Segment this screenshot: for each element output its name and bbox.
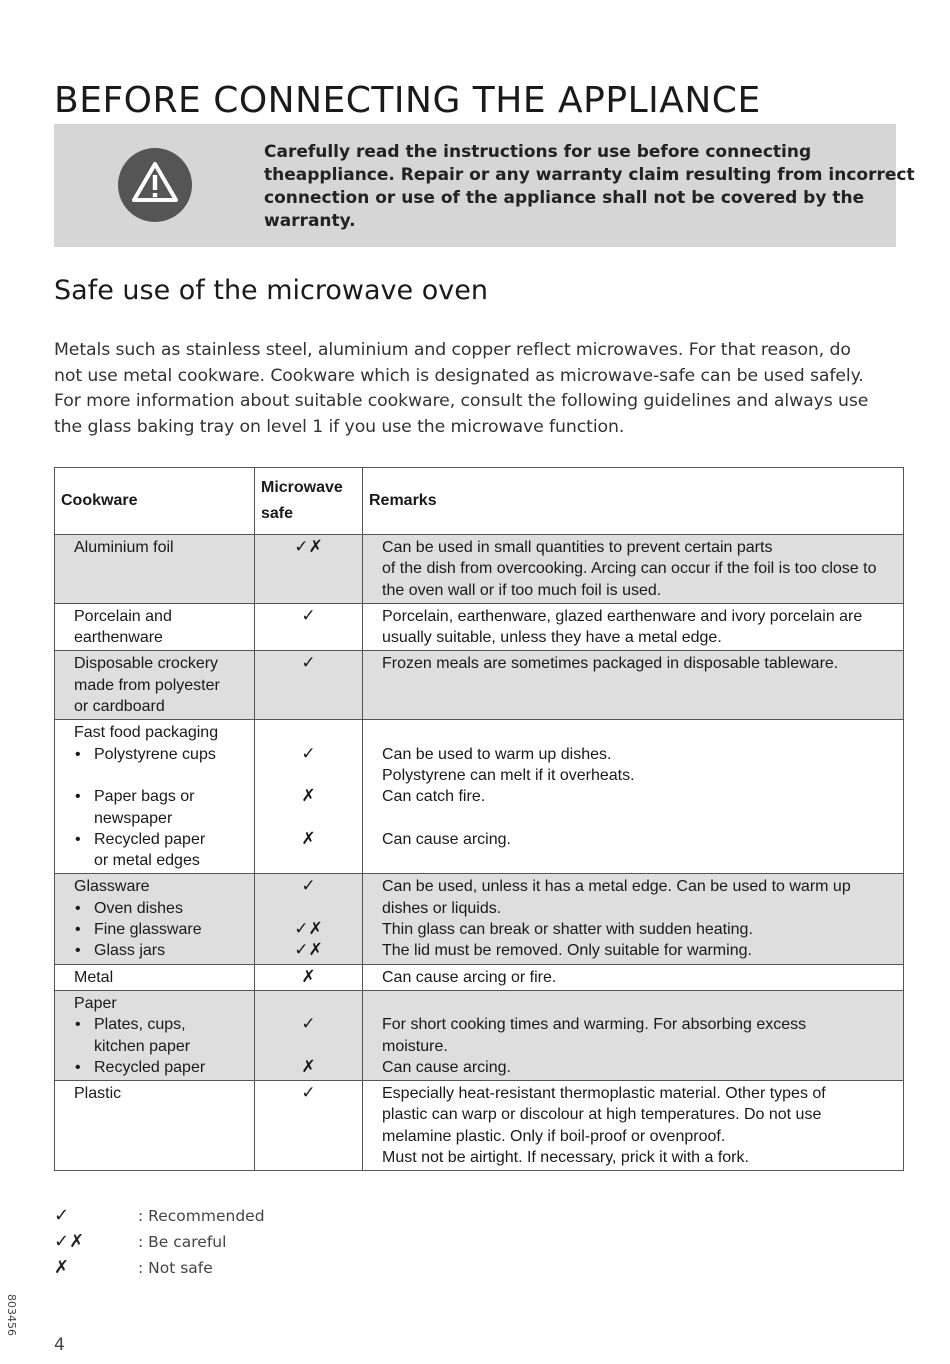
remarks-cell bbox=[363, 720, 904, 874]
legend-row bbox=[54, 1257, 354, 1283]
cookware-bullet-item: • Plates, cups, bbox=[74, 1014, 248, 1035]
safe-mark-empty bbox=[259, 765, 358, 786]
check-cross-icon: ✓✗ bbox=[54, 1231, 85, 1252]
legend-label: : Be careful bbox=[138, 1233, 227, 1251]
cookware-text: Disposable crockery bbox=[74, 655, 219, 673]
warning-line: Carefully read the instructions for use before connecting bbox=[264, 142, 812, 162]
cookware-text: Porcelain and bbox=[74, 607, 172, 625]
document-code: 803456 bbox=[5, 1294, 18, 1336]
cookware-cell bbox=[55, 651, 255, 720]
remarks-cell bbox=[363, 990, 904, 1080]
cookware-cell bbox=[55, 535, 255, 604]
remark-line: dishes or liquids. bbox=[382, 899, 502, 917]
remark-line: Can cause arcing. bbox=[382, 830, 511, 848]
safe-mark-empty bbox=[259, 1126, 358, 1147]
cookware-bullet-item: • Glass jars bbox=[74, 940, 248, 961]
checkmark-icon: ✓ bbox=[301, 1083, 316, 1104]
checkmark-icon: ✓ bbox=[301, 605, 316, 626]
table-row bbox=[55, 1081, 904, 1171]
microwave-safe-cell bbox=[255, 720, 363, 874]
remark-line: Thin glass can break or shatter with sudden heating. bbox=[382, 921, 753, 939]
microwave-safe-cell bbox=[255, 651, 363, 720]
remark-line: usually suitable, unless they have a metal edge. bbox=[382, 629, 722, 647]
check-cross-icon: ✓✗ bbox=[294, 919, 323, 940]
legend-row bbox=[54, 1205, 354, 1231]
remark-line: Can be used, unless it has a metal edge. Can be used to warm up bbox=[382, 878, 851, 896]
page-title: BEFORE CONNECTING THE APPLIANCE bbox=[54, 80, 761, 121]
remark-line: Polystyrene can melt if it overheats. bbox=[382, 766, 635, 784]
cookware-bullet-item: • Recycled paper bbox=[74, 829, 248, 850]
cross-icon: ✗ bbox=[301, 1056, 316, 1077]
cross-icon: ✗ bbox=[54, 1257, 70, 1278]
intro-line: the glass baking tray on level 1 if you use the microwave function. bbox=[54, 416, 625, 437]
remarks-cell bbox=[363, 874, 904, 964]
cookware-bullet-item: • Fine glassware bbox=[74, 919, 248, 940]
intro-line: Metals such as stainless steel, aluminium and copper reflect microwaves. For that reason, do bbox=[54, 340, 851, 360]
remarks-cell bbox=[363, 1081, 904, 1171]
cookware-bullet-item: • Paper bags or bbox=[74, 786, 248, 807]
cookware-text: Plastic bbox=[74, 1085, 122, 1103]
microwave-safe-cell bbox=[255, 874, 363, 964]
remarks-cell bbox=[363, 603, 904, 651]
legend-label: : Recommended bbox=[138, 1207, 265, 1225]
remark-line: Especially heat-resistant thermoplastic material. Other types of bbox=[382, 1085, 826, 1103]
safe-mark-empty bbox=[259, 558, 358, 579]
microwave-safe-cell bbox=[255, 535, 363, 604]
safe-mark-empty bbox=[259, 627, 358, 648]
checkmark-icon: ✓ bbox=[301, 876, 316, 897]
warning-line: theappliance. Repair or any warranty claim resulting from incorrect bbox=[264, 165, 915, 185]
cookware-text: earthenware bbox=[74, 629, 163, 647]
cookware-table bbox=[54, 467, 904, 1171]
cookware-text bbox=[74, 558, 248, 579]
cross-icon: ✗ bbox=[301, 966, 316, 987]
header-cookware: Cookware bbox=[55, 468, 255, 535]
safe-mark-empty bbox=[259, 1036, 358, 1057]
remark-line: For short cooking times and warming. For absorbing excess bbox=[382, 1016, 807, 1034]
cookware-cell bbox=[55, 874, 255, 964]
remark-line bbox=[382, 993, 893, 1014]
remark-line: Can cause arcing or fire. bbox=[382, 968, 557, 986]
remark-line: The lid must be removed. Only suitable for warming. bbox=[382, 942, 752, 960]
table-row bbox=[55, 535, 904, 604]
cookware-cell bbox=[55, 990, 255, 1080]
cookware-bullet-item: • Polystyrene cups bbox=[74, 744, 248, 765]
safe-mark-empty bbox=[259, 1104, 358, 1125]
remark-line: of the dish from overcooking. Arcing can occur if the foil is too close to bbox=[382, 560, 877, 578]
table-header-row bbox=[55, 468, 904, 535]
remark-line bbox=[382, 850, 893, 871]
cookware-text: made from polyester bbox=[74, 676, 220, 694]
microwave-safe-cell bbox=[255, 964, 363, 990]
cookware-bullet-item: • Recycled paper bbox=[74, 1057, 248, 1078]
safe-mark-empty bbox=[259, 993, 358, 1014]
safe-mark-empty bbox=[259, 898, 358, 919]
remark-line: Can be used in small quantities to prevent certain parts bbox=[382, 539, 773, 556]
cookware-text: Paper bbox=[74, 994, 117, 1012]
legend-row bbox=[54, 1231, 354, 1257]
legend-label: : Not safe bbox=[138, 1259, 213, 1277]
microwave-safe-cell bbox=[255, 990, 363, 1080]
remark-line bbox=[382, 675, 893, 696]
cookware-text: newspaper bbox=[94, 809, 173, 827]
check-cross-icon: ✓✗ bbox=[294, 940, 323, 961]
cookware-cell bbox=[55, 720, 255, 874]
cookware-text bbox=[74, 1104, 248, 1125]
table-row bbox=[55, 651, 904, 720]
cookware-text: Glassware bbox=[74, 878, 150, 896]
remark-line: Can cause arcing. bbox=[382, 1058, 511, 1076]
remark-line: Frozen meals are sometimes packaged in disposable tableware. bbox=[382, 655, 839, 673]
cookware-cell bbox=[55, 964, 255, 990]
intro-line: For more information about suitable cookware, consult the following guidelines and always use bbox=[54, 391, 869, 411]
remarks-cell bbox=[363, 964, 904, 990]
table-row bbox=[55, 990, 904, 1080]
cross-icon: ✗ bbox=[301, 786, 316, 807]
remark-line: Porcelain, earthenware, glazed earthenware and ivory porcelain are bbox=[382, 607, 863, 625]
cookware-text bbox=[74, 1126, 248, 1147]
remark-line: moisture. bbox=[382, 1037, 448, 1055]
table-body bbox=[55, 535, 904, 1171]
table-row bbox=[55, 964, 904, 990]
table-row bbox=[55, 720, 904, 874]
check-cross-icon: ✓✗ bbox=[294, 537, 323, 557]
cookware-cell bbox=[55, 1081, 255, 1171]
header-microwave-safe bbox=[255, 468, 363, 535]
intro-line: not use metal cookware. Cookware which is designated as microwave-safe can be used safely. bbox=[54, 365, 864, 386]
remark-line bbox=[382, 808, 893, 829]
safe-mark-empty bbox=[259, 696, 358, 717]
header-safe-line: safe bbox=[261, 505, 294, 522]
remark-line bbox=[382, 722, 893, 743]
table-row bbox=[55, 874, 904, 964]
remarks-cell bbox=[363, 651, 904, 720]
remarks-cell bbox=[363, 535, 904, 604]
remark-line: Can be used to warm up dishes. bbox=[382, 745, 612, 763]
remark-line: Can catch fire. bbox=[382, 788, 486, 806]
cookware-text: Fast food packaging bbox=[74, 724, 219, 742]
safe-mark-empty bbox=[259, 850, 358, 871]
safe-mark-empty bbox=[259, 675, 358, 696]
warning-line: warranty. bbox=[264, 211, 356, 231]
cookware-text: kitchen paper bbox=[94, 1037, 191, 1055]
cookware-text bbox=[74, 580, 248, 601]
header-safe-line: Microwave bbox=[261, 479, 343, 496]
safe-mark-empty bbox=[259, 722, 358, 743]
intro-paragraph bbox=[54, 338, 904, 440]
cookware-text: or metal edges bbox=[94, 852, 200, 870]
checkmark-icon: ✓ bbox=[301, 653, 316, 674]
cookware-text bbox=[74, 1147, 248, 1168]
safe-mark-empty bbox=[259, 580, 358, 601]
header-remarks: Remarks bbox=[363, 468, 904, 535]
cookware-text: Aluminium foil bbox=[74, 539, 174, 556]
remark-line bbox=[382, 696, 893, 717]
legend bbox=[54, 1205, 354, 1283]
warning-triangle-icon bbox=[118, 148, 192, 222]
warning-text bbox=[264, 141, 915, 233]
cross-icon: ✗ bbox=[301, 828, 316, 849]
cookware-text: Metal bbox=[74, 968, 114, 986]
remark-line: plastic can warp or discolour at high temperatures. Do not use bbox=[382, 1106, 822, 1124]
warning-line: connection or use of the appliance shall not be covered by the bbox=[264, 188, 865, 208]
remark-line: Must not be airtight. If necessary, prick it with a fork. bbox=[382, 1149, 749, 1167]
microwave-safe-cell bbox=[255, 603, 363, 651]
cookware-text bbox=[74, 765, 248, 786]
remark-line: melamine plastic. Only if boil-proof or ovenproof. bbox=[382, 1127, 726, 1145]
cookware-text: or cardboard bbox=[74, 698, 165, 716]
checkmark-icon: ✓ bbox=[301, 743, 316, 764]
page-number: 4 bbox=[54, 1335, 65, 1355]
safe-mark-empty bbox=[259, 808, 358, 829]
checkmark-icon: ✓ bbox=[301, 1014, 316, 1035]
table-row bbox=[55, 603, 904, 651]
cookware-bullet-item: • Oven dishes bbox=[74, 898, 248, 919]
warning-box bbox=[54, 124, 915, 247]
remark-line: the oven wall or if too much foil is used. bbox=[382, 581, 662, 599]
section-title: Safe use of the microwave oven bbox=[54, 275, 488, 306]
cookware-cell bbox=[55, 603, 255, 651]
microwave-safe-cell bbox=[255, 1081, 363, 1171]
checkmark-icon: ✓ bbox=[54, 1205, 70, 1226]
safe-mark-empty bbox=[259, 1147, 358, 1168]
